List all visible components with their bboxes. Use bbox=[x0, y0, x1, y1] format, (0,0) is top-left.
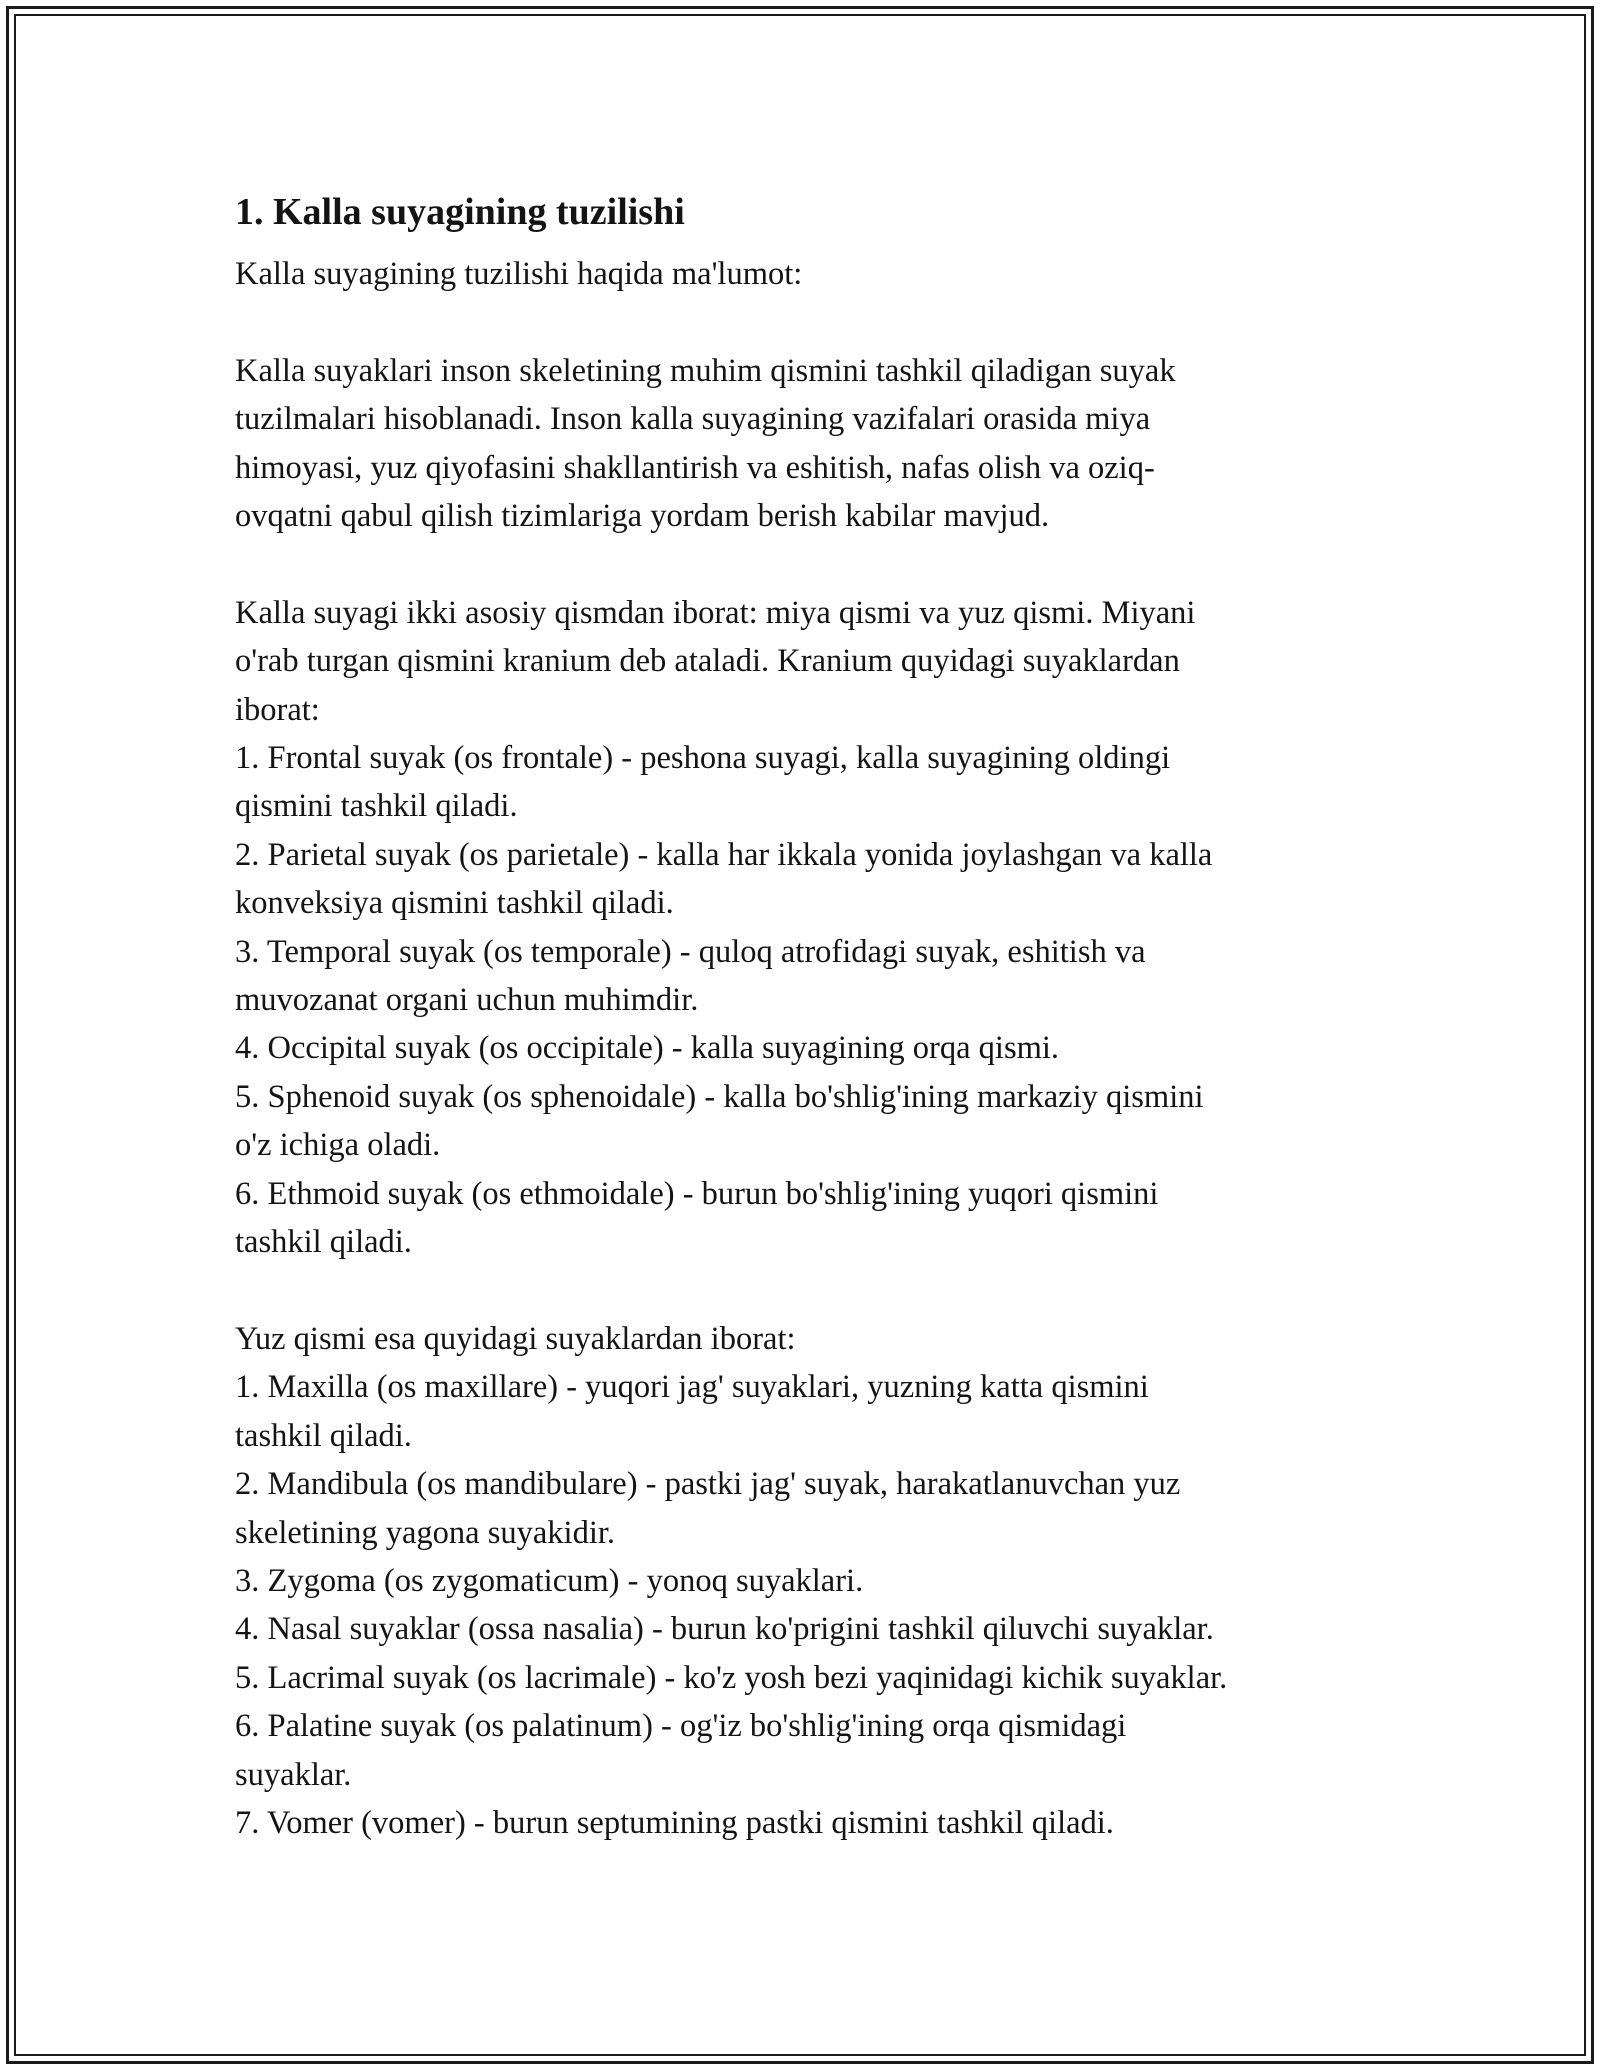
list-item-line: 5. Lacrimal suyak (os lacrimale) - ko'z yosh bezi yaqinidagi kichik suyaklar. bbox=[235, 1659, 1228, 1696]
text-line: Kalla suyagi ikki asosiy qismdan iborat: miya qismi va yuz qismi. Miyani bbox=[235, 594, 1196, 631]
face-bone-list bbox=[235, 1363, 1385, 1847]
list-item-line: muvozanat organi uchun muhimdir. bbox=[235, 982, 699, 1019]
list-item bbox=[235, 1605, 1385, 1653]
list-item bbox=[235, 1024, 1385, 1072]
list-item-line: 4. Nasal suyaklar (ossa nasalia) - burun ko'prigini tashkil qiluvchi suyaklar. bbox=[235, 1611, 1214, 1648]
list-item-line: 3. Temporal suyak (os temporale) - quloq atrofidagi suyak, eshitish va bbox=[235, 933, 1146, 970]
list-item-line: qismini tashkil qiladi. bbox=[235, 788, 518, 825]
list-item bbox=[235, 734, 1385, 831]
list-item-line: 1. Maxilla (os maxillare) - yuqori jag' suyaklari, yuzning katta qismini bbox=[235, 1369, 1149, 1406]
list-item bbox=[235, 1654, 1385, 1702]
list-item-line: o'z ichiga oladi. bbox=[235, 1127, 441, 1164]
text-line: ovqatni qabul qilish tizimlariga yordam berish kabilar mavjud. bbox=[235, 498, 1050, 535]
text-line: iborat: bbox=[235, 691, 320, 728]
paragraph-cranium bbox=[235, 589, 1385, 734]
cranium-bone-list bbox=[235, 734, 1385, 1266]
text-line: tuzilmalari hisoblanadi. Inson kalla suyagining vazifalari orasida miya bbox=[235, 401, 1151, 438]
list-item bbox=[235, 1702, 1385, 1799]
list-item-line: 6. Ethmoid suyak (os ethmoidale) - burun bo'shlig'ining yuqori qismini bbox=[235, 1175, 1159, 1212]
list-item-line: 2. Parietal suyak (os parietale) - kalla har ikkala yonida joylashgan va kalla bbox=[235, 836, 1213, 873]
list-item-line: 4. Occipital suyak (os occipitale) - kalla suyagining orqa qismi. bbox=[235, 1030, 1060, 1067]
list-item-line: 3. Zygoma (os zygomaticum) - yonoq suyaklari. bbox=[235, 1562, 864, 1599]
text-line: Kalla suyaklari inson skeletining muhim qismini tashkil qiladigan suyak bbox=[235, 352, 1176, 389]
text-line: o'rab turgan qismini kranium deb ataladi. Kranium quyidagi suyaklardan bbox=[235, 643, 1180, 680]
list-item bbox=[235, 928, 1385, 1025]
text-line: himoyasi, yuz qiyofasini shakllantirish va eshitish, nafas olish va oziq- bbox=[235, 449, 1155, 486]
list-item bbox=[235, 831, 1385, 928]
list-item-line: suyaklar. bbox=[235, 1756, 352, 1793]
list-item bbox=[235, 1460, 1385, 1557]
list-item-line: 2. Mandibula (os mandibulare) - pastki jag' suyak, harakatlanuvchan yuz bbox=[235, 1466, 1181, 1503]
paragraph-gap bbox=[235, 1267, 1385, 1315]
list-item-line: 5. Sphenoid suyak (os sphenoidale) - kalla bo'shlig'ining markaziy qismini bbox=[235, 1078, 1204, 1115]
paragraph-gap bbox=[235, 540, 1385, 588]
list-item-line: 7. Vomer (vomer) - burun septumining pastki qismini tashkil qiladi. bbox=[235, 1804, 1114, 1841]
list-item-line: 6. Palatine suyak (os palatinum) - og'iz bo'shlig'ining orqa qismidagi bbox=[235, 1708, 1127, 1745]
list-item bbox=[235, 1799, 1385, 1847]
list-item-line: konveksiya qismini tashkil qiladi. bbox=[235, 885, 674, 922]
list-item-line: skeletining yagona suyakidir. bbox=[235, 1514, 616, 1551]
list-item-line: tashkil qiladi. bbox=[235, 1224, 412, 1261]
list-item bbox=[235, 1363, 1385, 1460]
intro-line: Kalla suyagining tuzilishi haqida ma'lumot: bbox=[235, 256, 803, 292]
document-body bbox=[235, 186, 1385, 1847]
face-intro-line: Yuz qismi esa quyidagi suyaklardan iborat: bbox=[235, 1320, 796, 1357]
list-item-line: 1. Frontal suyak (os frontale) - peshona suyagi, kalla suyagining oldingi bbox=[235, 740, 1171, 777]
list-item bbox=[235, 1170, 1385, 1267]
paragraph-overview bbox=[235, 347, 1385, 541]
list-item bbox=[235, 1073, 1385, 1170]
page-title: 1. Kalla suyagining tuzilishi bbox=[235, 191, 685, 233]
paragraph-gap bbox=[235, 298, 1385, 346]
list-item bbox=[235, 1557, 1385, 1605]
list-item-line: tashkil qiladi. bbox=[235, 1417, 412, 1454]
